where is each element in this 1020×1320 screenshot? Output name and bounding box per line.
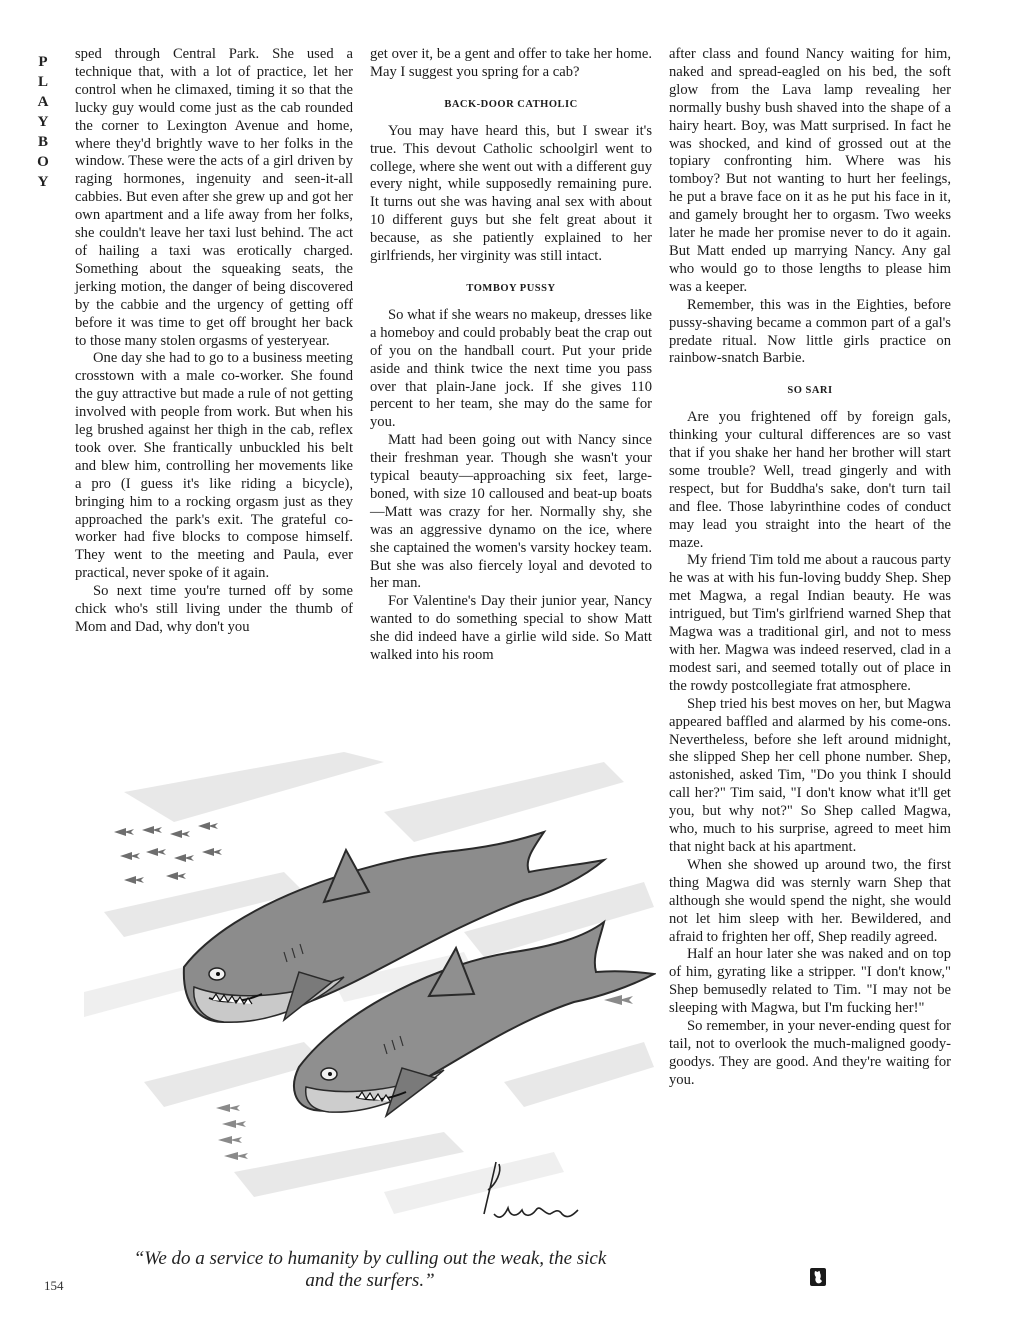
side-title-letter: Y — [37, 114, 55, 130]
article-paragraph: after class and found Nancy waiting for him, naked and spread-eagled on his bed, the soft glow from the Lava lamp revealing her normally bushy bush shaved into the shape of a hairy heart. Boy, was Matt surprised. In fact he was shocked, and kind of grossed out at the topiary confronting him. Where was his tomboy? But not wanting to hurt her feelings, he put a brave face on it as he put his face in it, and gamely brought her to orgasm. Two weeks later he made her promise never to do it again. But Matt ended up marrying Nancy. Any gal who would go to those lengths to please him was a keeper. — [669, 46, 951, 295]
article-paragraph: You may have heard this, but I swear it's true. This devout Catholic schoolgirl went to college, where she went out with a different guy every night, while supposedly remaining pure. It turns out she was having anal sex with about 10 different guys but she felt great about it because, as she patiently explained to her girlfriends, her virginity was still intact. — [370, 122, 652, 265]
section-subhead: TOMBOY PUSSY — [466, 282, 556, 294]
fish-school-icon — [114, 822, 222, 884]
article-paragraph: Are you frightened off by foreign gals, thinking your cultural differences are so vast that if you shake her hand her brother will start some trouble? Well, tread gingerly and with respect, but for Buddha's sake, don't turn tail and flee. Those labyrinthine codes of conduct may lead you straight into the heart of the maze. — [669, 409, 951, 551]
article-paragraph: Half an hour later she was naked and on top of him, gyrating like a stripper. "I don't know," Shep bemusedly related to Tim. "I may not be sleeping with Magwa, but I'm fucking her!" — [669, 946, 951, 1017]
article-paragraph: So what if she wears no makeup, dresses like a homeboy and could probably beat the crap out of you on the handball court. Put your pride aside and think twice the next time you pass over that plain-Jane jock. If she gives 110 percent to her team, she may do the same for you. — [370, 306, 652, 431]
article-paragraph: My friend Tim told me about a raucous party he was at with his fun-loving buddy Shep. Shep met Magwa, a regal Indian beauty. He was intrigued, but Tim's girlfriend warned Shep that Magwa was a traditional girl, and not to mess with her. Magwa was indeed reserved, clad in a modest sari, and seemed totally out of place in the rowdy postcollegiate frat atmosphere. — [669, 552, 951, 694]
side-title-letter: P — [38, 54, 54, 70]
article-paragraph: get over it, be a gent and offer to take her home. May I suggest you spring for a cab? — [370, 46, 652, 80]
page-number: 154 — [44, 1278, 64, 1293]
side-title-letter: A — [37, 94, 55, 110]
side-title-letter: L — [37, 74, 54, 90]
section-subhead: SO SARI — [787, 385, 833, 397]
shark-cartoon-illustration — [84, 752, 656, 1238]
article-paragraph: Matt had been going out with Nancy since their freshman year. Though she wasn't your typical beauty—approaching six feet, large-boned, with size 10 calloused and beat-up boats—Matt was crazy for her. Normally shy, she was an aggressive dynamo on the ice, where she captained the women's varsity hockey team. But she was also fiercely loyal and devoted to her man. — [370, 432, 652, 592]
article-paragraph: So remember, in your never-ending quest for tail, not to overlook the much-maligned goody-goodys. They are good. And they're waiting for you. — [669, 1018, 951, 1088]
fish-lower-icon — [216, 1104, 248, 1160]
article-column-1 — [75, 46, 353, 637]
article-paragraph: For Valentine's Day their junior year, Nancy wanted to do something special to show Matt she did indeed have a girlie wild side. So Matt walked into his room — [370, 593, 652, 664]
article-paragraph: sped through Central Park. She used a technique that, with a lot of practice, let her control when he climaxed, timing it so that the lucky guy would come just as the cab rounded the corner to Lexington Avenue and home, where they'd brightly wave to her folks in the window. These were the acts of a girl driven by raging hormones, ingenuity and seen-it-all cabbies. But even after she grew up and got her own apartment and a life away from her folks, she couldn't leave her taxi lust behind. The act of hailing a taxi was erotically charged. Something about the squeaking seats, the jerking motion, the danger of being discovered by the cabbie and the urgency of getting off before it was time to get off brought her back to those many stolen orgasms of yesteryear. — [75, 46, 353, 349]
section-subhead: BACK-DOOR CATHOLIC — [444, 98, 578, 110]
article-paragraph: When she showed up around two, the first thing Magwa did was sternly warn Shep that although she would spend the night, she would not let him sleep with her. Bewildered, and afraid to frighten her off, Shep readily agreed. — [669, 856, 951, 945]
side-title-letter: B — [37, 134, 54, 150]
article-column-2 — [370, 46, 652, 665]
article-paragraph: Remember, this was in the Eighties, before pussy-shaving became a common part of a gal's predate ritual. Now little girls practice on rainbow-snatch Barbie. — [669, 296, 951, 367]
article-paragraph: One day she had to go to a business meeting crosstown with a male co-worker. She found the guy attractive but made a rule of not getting involved with people from work. But when his leg brushed against her thigh in the cab, reflex took over. She frantically unbuckled his belt and blew him, controlling her movements like a pro (I guess it's like riding a bicycle), bringing him to a rocking orgasm just as they approached the park's exit. The grateful co-worker had five blocks to compose himself. They went to the meeting and Paula, ever practical, never spoke of it again. — [75, 350, 353, 582]
side-title-letter: O — [37, 154, 55, 170]
magazine-side-title — [36, 52, 56, 192]
rabbit-head-icon — [810, 1268, 826, 1286]
shark-cartoon-drawing — [84, 752, 656, 1238]
cartoon-caption: “We do a service to humanity by culling out the weak, the sick and the surfers.” — [133, 1248, 607, 1291]
article-paragraph: So next time you're turned off by some chick who's still living under the thumb of Mom and Dad, why don't you — [75, 583, 353, 635]
article-paragraph: Shep tried his best moves on her, but Magwa appeared baffled and alarmed by his come-ons. Nevertheless, before she left around midnight, she slipped Shep her cell phone number. Shep, astonished, asked Tim, "Do you think I should call her?" Tim said, "I don't know what it'll get you, but why not?" So Shep called Magwa, who, much to his surprise, agreed to meet him that night back at his apartment. — [669, 695, 951, 855]
side-title-letter: Y — [37, 174, 55, 190]
article-column-3 — [669, 46, 951, 1090]
